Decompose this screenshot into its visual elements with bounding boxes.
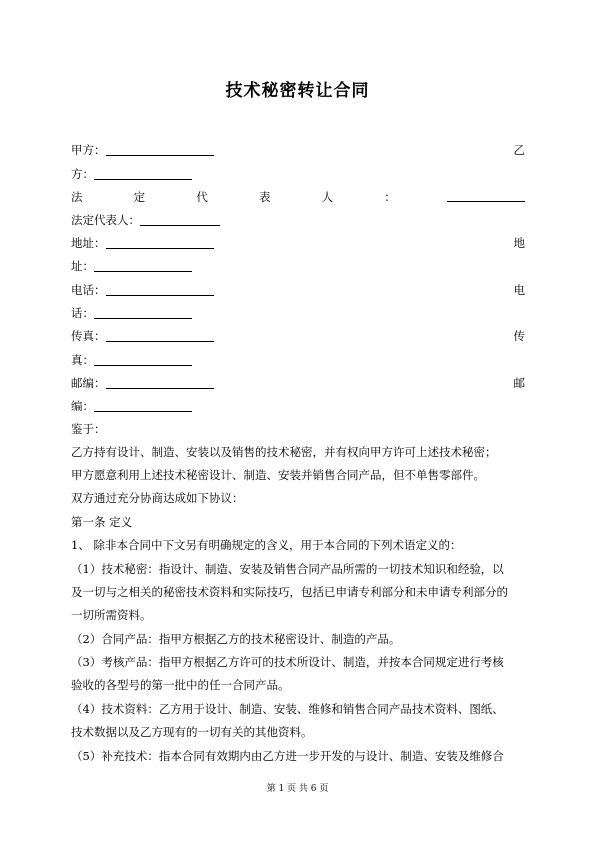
agreement-intro: 双方通过充分协商达成如下协议：	[71, 491, 244, 505]
fax-line	[71, 328, 525, 344]
phone-line	[71, 282, 525, 298]
recital-1: 乙方持有设计、制造、安装以及销售的技术秘密，并有权向甲方许可上述技术秘密；	[71, 445, 497, 459]
address-a-label: 地址：	[71, 236, 106, 250]
rep-b-label: 法定代表人：	[71, 213, 140, 227]
address-line	[71, 235, 525, 251]
party-a-blank[interactable]	[106, 143, 214, 156]
party-b-blank[interactable]	[94, 167, 192, 180]
phone-a-blank[interactable]	[106, 283, 214, 296]
rep-char: 人	[321, 190, 334, 204]
phone-b-line	[71, 305, 525, 321]
definition-4-line-2: 技术数据以及乙方现有的一切有关的其他资料。	[71, 725, 313, 739]
phone-b-blank[interactable]	[94, 306, 192, 319]
address-b-blank[interactable]	[94, 259, 192, 272]
fax-b-blank[interactable]	[94, 353, 192, 366]
definition-1-line-3: 一切所需资料。	[71, 608, 152, 622]
phone-a-label: 电话：	[71, 283, 106, 297]
address-b-label: 址：	[71, 259, 94, 273]
phone-b-label: 话：	[71, 306, 94, 320]
postcode-line	[71, 375, 525, 391]
page-footer: 第 1 页 共 6 页	[266, 784, 329, 794]
party-b-label: 方：	[71, 167, 94, 181]
postcode-a-blank[interactable]	[106, 376, 214, 389]
definition-2: （2）合同产品：指甲方根据乙方的技术秘密设计、制造的产品。	[71, 632, 401, 646]
definition-1-line-2: 及一切与之相关的秘密技术资料和实际技巧，包括已申请专利部分和未申请专利部分的	[71, 585, 508, 599]
party-b-char: 乙	[513, 143, 525, 157]
address-a-blank[interactable]	[106, 236, 214, 249]
rep-char: 表	[258, 190, 271, 204]
rep-char: 代	[196, 190, 208, 204]
address-b-line	[71, 258, 525, 274]
fax-b-label: 真：	[71, 353, 94, 367]
rep-b-line	[71, 212, 525, 228]
party-line	[71, 142, 525, 158]
definition-4-line-1: （4）技术资料：乙方用于设计、制造、安装、维修和销售合同产品技术资料、图纸、	[71, 702, 504, 716]
postcode-b-char: 邮	[513, 376, 525, 390]
fax-b-char: 传	[513, 329, 525, 343]
fax-a-blank[interactable]	[106, 329, 214, 342]
definition-3-line-2: 验收的各型号的第一批中的任一合同产品。	[71, 678, 290, 692]
party-a-label: 甲方：	[71, 143, 106, 157]
fax-b-line	[71, 352, 525, 368]
fax-a-label: 传真：	[71, 329, 106, 343]
contract-title: 技术秘密转让合同	[225, 81, 370, 101]
postcode-a-label: 邮编：	[71, 376, 106, 390]
postcode-b-line	[71, 398, 525, 414]
rep-char: 法	[71, 190, 83, 204]
rep-spread-line	[71, 189, 525, 205]
definition-5-line-1: （5）补充技术：指本合同有效期内由乙方进一步开发的与设计、制造、安装及维修合	[71, 749, 504, 763]
postcode-b-label: 编：	[71, 399, 94, 413]
definition-3-line-1: （3）考核产品：指甲方根据乙方许可的技术所设计、制造，并按本合同规定进行考核	[71, 655, 504, 669]
definition-1-line-1: （1）技术秘密：指设计、制造、安装及销售合同产品所需的一切技术知识和经验，以	[71, 562, 504, 576]
rep-b-blank[interactable]	[140, 213, 220, 226]
phone-b-char: 电	[513, 283, 525, 297]
clause-1: 1、 除非本合同中下文另有明确规定的含义，用于本合同的下列术语定义的：	[71, 538, 462, 552]
recital-2: 甲方愿意利用上述技术秘密设计、制造、安装并销售合同产品，但不单售零部件。	[71, 468, 485, 482]
address-b-char: 地	[513, 236, 525, 250]
party-b-line	[71, 166, 525, 182]
whereas-heading: 鉴于：	[71, 422, 106, 436]
rep-char: ：	[384, 190, 396, 204]
rep-char: 定	[133, 190, 146, 204]
postcode-b-blank[interactable]	[94, 399, 192, 412]
article-1-heading: 第一条 定义	[71, 515, 133, 529]
rep-a-blank[interactable]	[447, 189, 525, 202]
